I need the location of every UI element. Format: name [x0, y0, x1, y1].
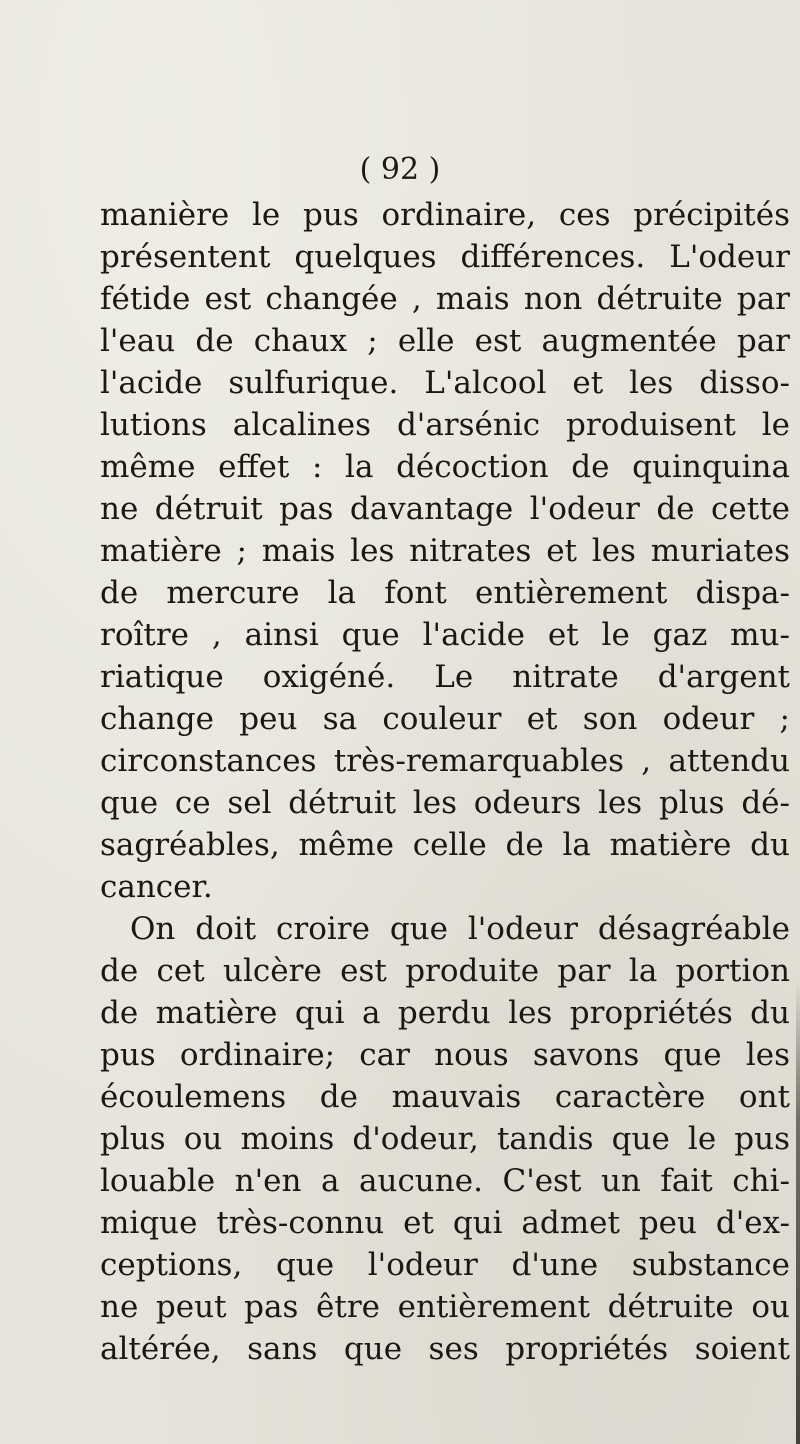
text-line: manière le pus ordinaire, ces précipités: [100, 197, 790, 233]
text-line: mique très-connu et qui admet peu d'ex-: [100, 1205, 790, 1241]
text-line: riatique oxigéné. Le nitrate d'argent: [100, 659, 790, 695]
text-line: même effet : la décoction de quinquina: [100, 449, 790, 485]
text-line: cancer.: [100, 869, 213, 905]
text-line: sagréables, même celle de la matière du: [100, 827, 790, 863]
text-line: écoulemens de mauvais caractère ont: [100, 1079, 790, 1115]
text-line: l'eau de chaux ; elle est augmentée par: [100, 323, 790, 359]
text-line: louable n'en a aucune. C'est un fait chi-: [100, 1163, 790, 1199]
text-line: roître , ainsi que l'acide et le gaz mu-: [100, 617, 790, 653]
text-line: de mercure la font entièrement dispa-: [100, 575, 790, 611]
text-line: de matière qui a perdu les propriétés du: [100, 995, 790, 1031]
page-number: ( 92 ): [359, 152, 441, 187]
text-line: ne détruit pas davantage l'odeur de cette: [100, 491, 790, 527]
text-line: ceptions, que l'odeur d'une substance: [100, 1247, 790, 1283]
page-edge-shadow: [796, 980, 800, 1444]
body-text: [100, 194, 790, 1370]
text-line: On doit croire que l'odeur désagréable: [130, 911, 790, 947]
text-line: ne peut pas être entièrement détruite ou: [100, 1289, 790, 1325]
text-line: altérée, sans que ses propriétés soient: [100, 1331, 790, 1367]
text-line: de cet ulcère est produite par la portion: [100, 953, 790, 989]
text-line: présentent quelques différences. L'odeur: [100, 239, 790, 275]
text-line: que ce sel détruit les odeurs les plus dé-: [100, 785, 790, 821]
text-line: l'acide sulfurique. L'alcool et les disso-: [100, 365, 790, 401]
text-line: fétide est changée , mais non détruite par: [100, 281, 790, 317]
text-line: change peu sa couleur et son odeur ;: [100, 701, 790, 737]
text-line: circonstances très-remarquables , attendu: [100, 743, 790, 779]
text-line: pus ordinaire; car nous savons que les: [100, 1037, 790, 1073]
text-line: matière ; mais les nitrates et les muriates: [100, 533, 790, 569]
text-line: lutions alcalines d'arsénic produisent le: [100, 407, 790, 443]
text-line: plus ou moins d'odeur, tandis que le pus: [100, 1121, 790, 1157]
